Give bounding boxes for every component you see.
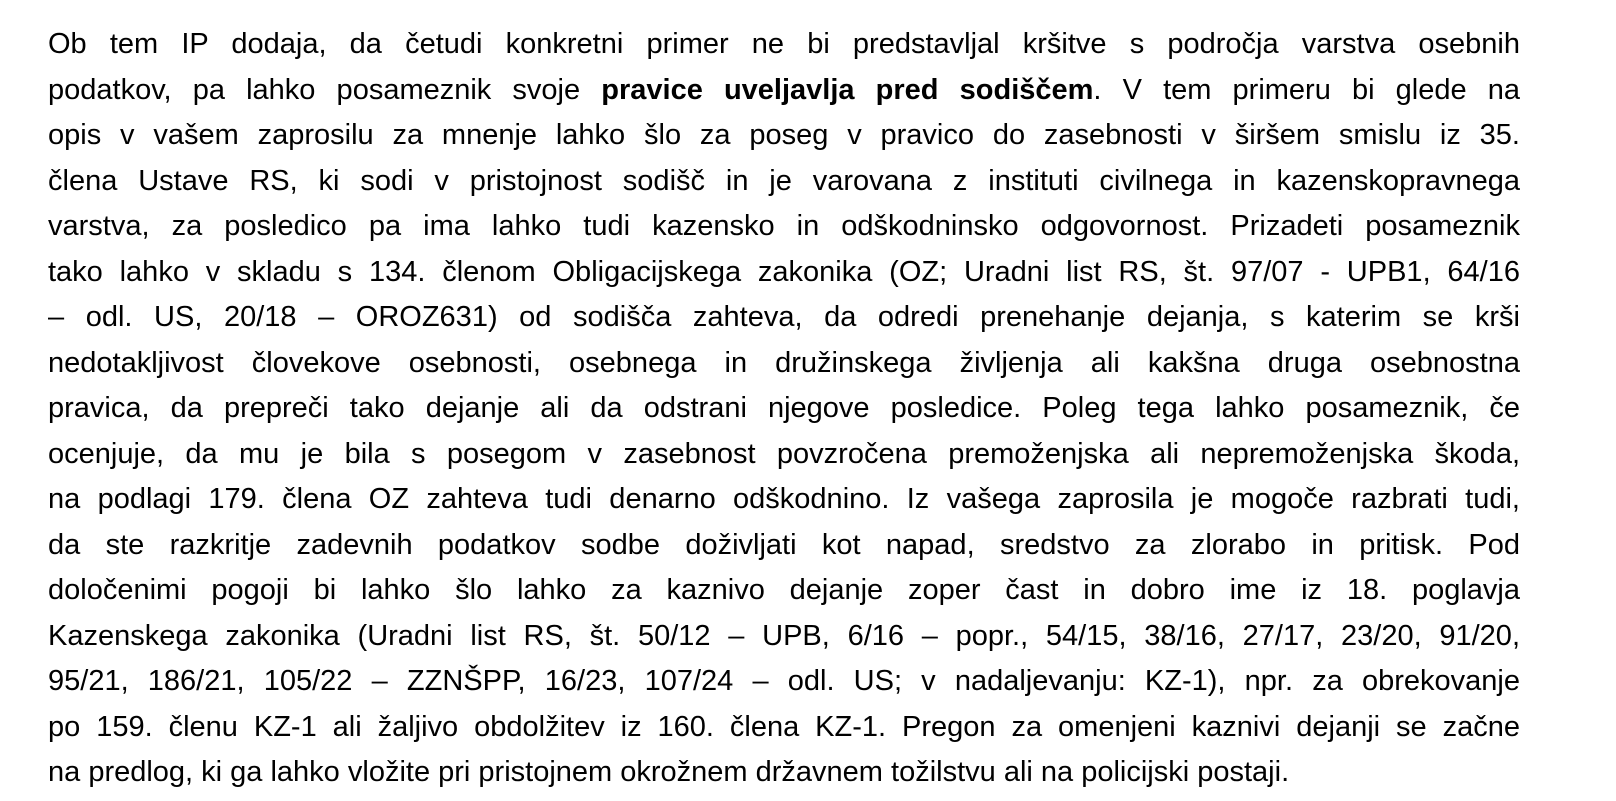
text-line-1: Ob tem IP dodaja, da četudi konkretni primer ne bi predstavljal kršitve s področja varstva osebnih <box>48 28 1520 60</box>
text-line-16: po 159. členu KZ-1 ali žaljivo obdolžitev iz 160. člena KZ-1. Pregon za omenjeni kaznivi dejanji se začne <box>48 710 1520 743</box>
text-line-2-start: podatkov, pa lahko posameznik svoje <box>48 73 602 106</box>
text-line-12: da ste razkritje zadevnih podatkov sodbe doživljati kot napad, sredstvo za zlorabo in pritisk. Pod <box>48 528 1520 561</box>
text-line-2 <box>48 68 1520 114</box>
text-line-4: člena Ustave RS, ki sodi v pristojnost sodišč in je varovana z instituti civilnega in kazenskopravnega <box>48 164 1520 197</box>
text-line-10: ocenjuje, da mu je bila s posegom v zasebnost povzročena premoženjska ali nepremoženjska škoda, <box>48 437 1520 470</box>
bold-phrase: pravice uveljavlja pred sodiščem <box>601 73 1094 106</box>
text-line-3: opis v vašem zaprosilu za mnenje lahko šlo za poseg v pravico do zasebnosti v širšem smislu iz 35. <box>48 119 1520 151</box>
text-line-14: Kazenskega zakonika (Uradni list RS, št. 50/12 – UPB, 6/16 – popr., 54/15, 38/16, 27/17, 23/20, 91/20, <box>48 619 1520 652</box>
text-line-6: tako lahko v skladu s 134. členom Obligacijskega zakonika (OZ; Uradni list RS, št. 97/07 - UPB1, 64/16 <box>48 255 1520 288</box>
text-line-9: pravica, da prepreči tako dejanje ali da odstrani njegove posledice. Poleg tega lahko posameznik, če <box>48 392 1520 424</box>
document-body <box>48 22 1520 796</box>
text-line-5: varstva, za posledico pa ima lahko tudi kazensko in odškodninsko odgovornost. Prizadeti posameznik <box>48 210 1520 242</box>
text-line-7: – odl. US, 20/18 – OROZ631) od sodišča zahteva, da odredi prenehanje dejanja, s katerim se krši <box>48 301 1520 333</box>
text-line-15: 95/21, 186/21, 105/22 – ZZNŠPP, 16/23, 107/24 – odl. US; v nadaljevanju: KZ-1), npr. za obrekovanje <box>48 665 1520 697</box>
text-line-17: na predlog, ki ga lahko vložite pri pristojnem okrožnem državnem tožilstvu ali na policijski postaji. <box>48 756 1290 788</box>
text-line-13: določenimi pogoji bi lahko šlo lahko za kaznivo dejanje zoper čast in dobro ime iz 18. poglavja <box>48 574 1520 606</box>
paragraph <box>48 22 1520 796</box>
text-line-8: nedotakljivost človekove osebnosti, osebnega in družinskega življenja ali kakšna druga osebnostna <box>48 346 1520 379</box>
text-line-2-end: . V tem primeru bi glede na <box>1093 73 1520 106</box>
text-line-11: na podlagi 179. člena OZ zahteva tudi denarno odškodnino. Iz vašega zaprosila je mogoče razbrati tudi, <box>48 483 1520 515</box>
